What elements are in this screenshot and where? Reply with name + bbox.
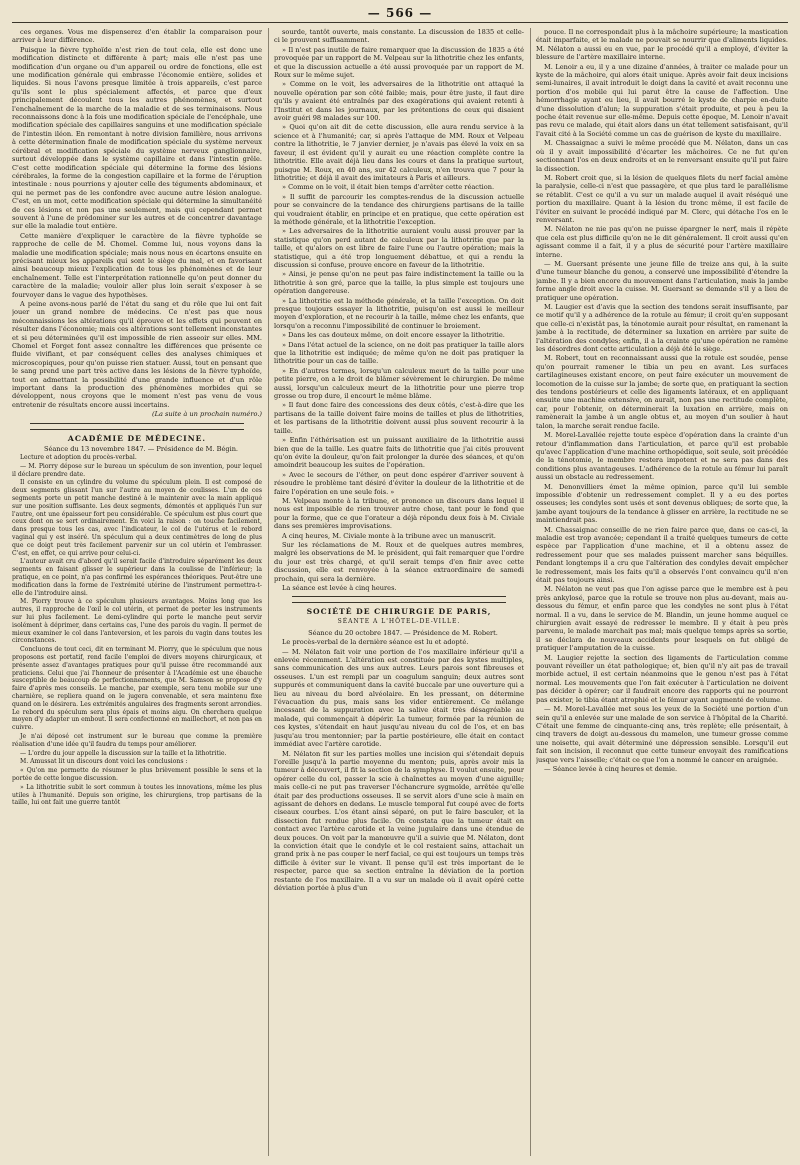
column-divider [268,28,269,1156]
paragraph: » Ainsi, je pense qu'on ne peut pas faire indistinctement la taille ou la lithotritie à son gré, parce que la taille, la plus simple est toujours une opération dangereuse. [274,270,524,296]
column-1 [12,28,262,1156]
paragraph: M. Laugier est d'avis que la section des tendons serait insuffisante, par ce motif qu'il y a adhérence de la rotule au fémur; il croit qu'en supposant que celle-ci n'existât pas, la ténotomie aurait pour résultat, en ramenant la jambe à la rectitude, de déterminer sa luxation en arrière par suite de l'altération des condyles; enfin, il a la crainte qu'une opération ne ramène les désordres dont cette articulation a déjà été le siège. [536,303,788,354]
paragraph: Sur les réclamations de M. Roux et de quelques autres membres, malgré les observations de M. le président, qui fait remarquer que l'ordre du jour est très chargé, et qu'il serait temps d'en finir avec cette discussion, elle est renvoyée à la séance extraordinaire de samedi prochain, qui sera la dernière. [274,540,524,583]
paragraph: M. Lenoir a eu, il y a une dizaine d'années, à traiter ce malade pour un kyste de la mâchoire, qui alors était unique. Après avoir fait deux incisions semi-lunaires, il avait introduit le doigt dans la cavité et avait reconnu une portion d'os mobile qui lui parut être la cause de l'affection. Une hémorrhagie ayant eu lieu, il avait bourré le kyste de charpie en-duite d'une dissolution d'alun; la suppuration s'était produite, et peu à peu la poche était revenue sur elle-même. Depuis cette époque, M. Lenoir n'avait pas revu ce malade, qui était alors dans un état tellement satisfaisant, qu'il l'avait cité à la Société comme un cas de guérison de kyste du maxillaire. [536,62,788,138]
paragraph: M. Velpeau monte à la tribune, et prononce un discours dans lequel il nous est impossible de rien trouver autre chose, tant pour le fond que pour la forme, que ce que l'orateur a déjà répondu deux fois à M. Civiale dans ses premières improvisations. [274,496,524,531]
paragraph: ces organes. Vous me dispenserez d'en établir la comparaison pour arriver à leur différence. [12,28,262,45]
paragraph: Il consiste en un cylindre du volume du spéculum plein. Il est composé de deux segments glissant l'un sur l'autre au moyen de coulisses. L'un de ces segments porte un petit manche destiné à le maintenir avec la main appliqué sur une position suffisante. Les deux segments, démontés et appliqués l'un sur l'autre, ont une épaisseur fort peu considérable. Ce spéculum est plus court que ceux dont on se sert ordinairement. En voici la raison : on touche facilement, dans presque tous les cas, avec l'indicateur, le col de l'utérus et le rebord vaginal qui y est inséré. Un spéculum qui a deux centimètres de long de plus que ce doigt peut très facilement parvenir sur un col utérin et l'embrasser. C'est, en effet, ce qui arrive pour celui-ci. [12,479,262,557]
column-1-paragraphs-2 [12,454,262,807]
paragraph: » Avec le secours de l'éther, on peut donc espérer d'arriver souvent à résoudre le problème tant désiré d'éviter la douleur de la lithotritie et de faire l'opération en une seule fois. » [274,470,524,496]
paragraph: M. Morel-Lavallée rejette toute espèce d'opération dans la crainte d'un retour d'inflammation dans l'articulation, et parce qu'il est probable qu'avec l'application d'une machine orthopédique, soit seule, soit précédée de la ténotomie, le membre restera impotent et ne sera pas dans des conditions plus avantageuses. L'adhérence de la rotule au fémur lui paraît aussi un obstacle au redressement. [536,431,788,482]
paragraph: M. Robert croit que, si la lésion de quelques filets du nerf facial amène la paralysie, celle-ci n'est que passagère, et que plus tard le parallélisme se rétablit. C'est ce qu'il a vu sur un malade auquel il avait réséqué une portion du maxillaire. Quant à la lésion du tronc même, il est facile de l'éviter en suivant le procédé indiqué par M. Clerc, qui détache l'os en le renversant. [536,173,788,224]
paragraph: — Séance levée à cinq heures et demie. [544,764,678,773]
paragraph: Cette manière d'expliquer le caractère de la fièvre typhoïde se rapproche de celle de M. Chomel. Comme lui, nous voyons dans la maladie une modification spéciale; mais nous nous en écartons ensuite en précisant mieux les appareils qui sont le siège du mal, et en favorisant ainsi beaucoup mieux l'explication de tous les phénomènes et de leur enchaînement. Telle est l'interprétation rationnelle qu'on peut donner du caractère de la maladie; vouloir aller plus loin serait s'exposer à se fourvoyer dans le vague des hypothèses. [12,231,262,299]
paragraph: M. Nélaton ne veut pas que l'on agisse parce que le membre est à peu près ankylosé, parce que la rotule se trouve non plus au-devant, mais au-dessous du fémur, et enfin parce que les condyles ne sont plus à l'état normal. Il a vu, dans le service de M. Blandin, un jeune homme auquel ce chirurgien avait essayé de redresser le membre. Il y était à peu près parvenu, le malade marchait pas mal; mais quelque temps après sa sortie, il se déclara de nouveaux accidents pour lesquels on fut obligé de pratiquer l'amputation de la cuisse. [536,585,788,653]
paragraph: » Dans les cas douteux même, on doit encore essayer la lithotritie. [282,331,505,340]
paragraph: » Comme on le voit, les adversaires de la lithotritie ont attaqué la nouvelle opération par son côté faible; mais, pour être juste, il faut dire qu'ils y avaient été entraînés par des exagérations qui avaient retenti à l'Institut et dans les journaux, par les prétentions de ceux qui disaient avoir guéri 98 malades sur 100. [274,80,524,123]
paragraph: pouce. Il ne correspondait plus à la mâchoire supérieure; la mastication était imparfaite, et le malade ne pouvait se nourrir que d'aliments liquides. M. Nélaton a aussi eu en vue, par le procédé qu'il a employé, d'éviter la blessure de l'artère maxillaire interne. [536,28,788,62]
paragraph: » Les adversaires de la lithotritie auraient voulu aussi prouver par la statistique qu'on perd autant de calculeux par la lithotritie que par la taille, et qu'alors on est libre de faire l'une ou l'autre opération; mais la statistique, qui a été trop longuement débattue, et qui a rendu la discussion si confuse, prouve encore en faveur de la lithotritie. [274,227,524,269]
paragraph: M. Nélaton fit sur les parties molles une incision qui s'étendait depuis l'oreille jusqu'à la partie moyenne du menton; puis, après avoir mis la tumeur à découvert, il fit la section de la symphyse. Il voulut ensuite, pour opérer celle du col, passer la scie à chaînettes au moyen d'une aiguille; mais celle-ci ne put pas traverser l'échancrure sygmoïde, arrêtée qu'elle était par des productions osseuses. Il se servit alors d'une scie à main en agissant de dehors en dedans. Le muscle temporal fut coupé avec de forts ciseaux courbes. L'os étant ainsi séparé, on put le faire basculer, et la dissection fut rendue plus facile. On constata que la tumeur était en contact avec l'artère carotide et la veine jugulaire dans une étendue de deux pouces. On voit par la manœuvre qu'il a suivie que M. Nélaton, dont la conviction était que le condyle et le col restaient sains, attachait un grand prix à ne pas couper le nerf facial, ce qui est toujours un temps très difficile à éviter sur le vivant. Il pense qu'il est très important de le respecter, parce que sa section entraîne la déviation de la portion restante de l'os maxillaire. Il a vu sur un malade où il avait opéré cette déviation portée à plus d'un [274,749,524,892]
session-line: Séance du 13 novembre 1847. — Présidence de M. Bégin. [43,444,239,453]
paragraph: M. Piorry trouve à ce spéculum plusieurs avantages. Moins long que les autres, il rapproche de l'œil le col utérin, et permet de porter les instruments sur lui plus facilement. Le demi-cylindre qui porte le manche peut servir isolément à déprimer, dans certains cas, l'une des parois du vagin. Il permet de mieux examiner le col dans l'anteversion, et les parois du vagin dans toutes les circonstances. [12,598,262,645]
section-subtitle: SÉANTE A L'HÔTEL-DE-VILLE. [337,618,461,626]
paragraph: M. Denonvilliers émet la même opinion, parce qu'il lui semble impossible d'obtenir un redressement complet. Il y a eu des portes osseuses; les condyles sont usés et sont devenus obliques; de sorte que, la jambe ayant toujours de la tendance à glisser en arrière, la rectitude ne se maintiendrait pas. [536,482,788,525]
section-separator [30,423,244,430]
paragraph: Lecture et adoption du procès-verbal. [20,454,137,462]
paragraph: — L'ordre du jour appelle la discussion sur la taille et la lithotritie. [20,749,227,757]
paragraph: A peine avons-nous parlé de l'état du sang et du rôle que lui ont fait jouer un grand nombre de médecins. Ce n'est pas que nous méconnaissions les altérations qu'il éprouve et les effets qui peuvent en résulter dans l'économie; mais ces altérations sont tellement inconstantes et si peu déterminées qu'il est impossible de rien asseoir sur elles. MM. Chomel et Forget font assez connaître les différences que présente ce fluide vivifiant, et par conséquent celles des analyses chimiques et microscopiques, pour qu'on puisse rien statuer. Aussi, tout en pensant que le sang prend une part très active dans les lésions de la fièvre typhoïde, tout en admettant la possibilité d'une grande influence et d'un rôle important dans la production des phénomènes morbides qui se développent, nous croyons que le moment n'est pas venu de vous entretenir de résultats encore aussi incertains. [12,300,262,409]
paragraph: — M. Nélaton fait voir une portion de l'os maxillaire inférieur qu'il a enlevée récemment. L'altération est constituée par des kystes multiples, sans communication des uns aux autres. Leurs parois sont fibreuses et osseuses. L'un est rempli par un coagulum sanguin; deux autres sont suppurés et communiquent dans la cavité buccale par une ouverture qui a lieu au niveau du bord alvéolaire. En les pressant, on détermine l'évacuation du pus, mais sans les vider entièrement. Ce mélange incessant de la suppuration avec la salive était très désagréable au malade, qui commençait à dépérir. La tumeur, formée par la réunion de ces kystes, s'étendait en haut jusqu'au niveau du col de l'os, et en bas jusqu'au trou mentonnier; par la partie postérieure, elle était en contact immédiat avec l'artère carotide. [274,647,524,749]
paragraph: M. Chassaignac conseille de ne rien faire parce que, dans ce cas-ci, la maladie est trop avancée; cependant il a traité quelques tumeurs de cette espèce par l'application d'une machine, et il a obtenu assez de redressement pour que ses malades puissent marcher sans béquilles. Pendant longtemps il a cru que l'altération des condyles devait empêcher le redressement, mais les faits qu'il a observés l'ont convaincu qu'il n'en était pas toujours ainsi. [536,525,788,584]
paragraph: sourde, tantôt ouverte, mais constante. La discussion de 1835 et celle-ci le prouvent suffisamment. [274,28,524,45]
column-2-paragraphs [274,28,524,592]
paragraph: M. Laugier rejette la section des ligaments de l'articulation comme pouvant réveiller un état pathologique; et, bien qu'il n'y ait pas de travail morbide actuel, il est certain néanmoins que le genou n'est pas à l'état normal. Les mouvements que l'on fait exécuter à l'articulation ne doivent pas décider à opérer; car il faudrait encore des rapports qui ne pourront pas exister, le tibia étant atrophié et le fémur ayant augmenté de volume. [536,653,788,704]
paragraph: » Quoi qu'on ait dit de cette discussion, elle aura rendu service à la science et à l'humanité; car, si après l'attaque de MM. Roux et Velpeau contre la lithotritie, le 7 janvier dernier, je n'avais pas élevé la voix en sa faveur, il est évident qu'il y aurait eu une réaction complète contre la lithotritie. Elle avait déjà lieu dans les cours et dans la pratique surtout, puisque M. Roux, en 40 ans, sur 42 calculeux, n'en trouva que 7 pour la lithotritie; et déjà il avait des imitateurs à Paris et ailleurs. [274,123,524,182]
column-divider [530,28,531,1156]
paragraph: » Il suffit de parcourir les comptes-rendus de la discussion actuelle pour se convaincre de la tendance des chirurgiens partisans de la taille qui voudraient établir, en principe et en pratique, que cette opération est la méthode générale, et la lithotritie l'exception. [274,192,524,226]
paragraph: M. Chassaignac a suivi le même procédé que M. Nélaton, dans un cas où il y avait impossibilité d'écarter les mâchoires. Ce ne fut qu'en sectionnant l'os en deux endroits et en le renversant ensuite qu'il put faire la dissection. [536,139,788,173]
column-1-paragraphs [12,28,262,409]
page-number: — 566 — [367,6,433,20]
column-3-paragraphs [536,28,788,773]
paragraph: » Dans l'état actuel de la science, on ne doit pas pratiquer la taille alors que la lithotritie est indiquée; de même qu'on ne doit pas pratiquer la lithotritie pour un cas de taille. [274,340,524,366]
paragraph: » Enfin l'éthérisation est un puissant auxiliaire de la lithotritie aussi bien que de la taille. Les quatre faits de lithotritie que j'ai cités prouvent qu'on évite la douleur, qu'on fait prolonger la durée des séances, et qu'on amoindrit beaucoup les suites de l'opération. [274,436,524,470]
paragraph: — M. Piorry dépose sur le bureau un spéculum de son invention, pour lequel il déclare prendre date. [12,462,262,478]
paragraph: M. Nélaton ne nie pas qu'on ne puisse épargner le nerf, mais il répète que cela est plus difficile qu'on ne le dit généralement. Il croit aussi qu'en agissant comme il a fait, il y a plus de sécurité pour l'artère maxillaire interne. [536,225,788,259]
paragraph: » Il faut donc faire des concessions des deux côtés, c'est-à-dire que les partisans de la taille doivent faire moins de tailles et plus de lithotrities, et les partisans de la lithotritie doivent aussi plus souvent recourir à la taille. [274,401,524,435]
paragraph: » En d'autres termes, lorsqu'un calculeux meurt de la taille pour une petite pierre, on a le droit de blâmer sévèrement le chirurgien. De même aussi, lorsqu'un calculeux meurt de la lithotritie pour une pierre trop grosse ou trop dure, il encourt le même blâme. [274,366,524,401]
paragraph: « Qu'on me permette de résumer le plus brièvement possible le sens et la portée de cette longue discussion. [12,767,262,782]
paragraph: L'auteur avait cru d'abord qu'il serait facile d'introduire séparément les deux segments en faisant glisser le supérieur dans la coulisse de l'inférieur; la pratique, en ce point, n'a pas confirmé les espérances théoriques. Peut-être une modification dans la forme de l'extrémité utérine de l'instrument permettra-t-elle de l'introduire ainsi. [12,558,262,597]
column-2 [274,28,524,1156]
paragraph: Concluons de tout ceci, dit en terminant M. Piorry, que le spéculum que nous proposons est portatif, rend facile l'emploi de divers moyens chirurgicaux, et présente assez d'avantages pratiques pour qu'il puisse être recommandé aux praticiens. Celui que j'ai l'honneur de présenter à l'Académie est une ébauche susceptible de beaucoup de perfectionnements, que M. Samson se propose d'y faire d'après mes conseils. Le manche, par exemple, sera tenu mobile sur une charnière, se repliera quand on le jugera convenable, et sera maintenu fixe quand on le désirera. Les extrémités angulaires des fragments seront arrondies. Le rebord du spéculum sera plus épais et moins aigu. On cherchera quelque moyen d'y adapter un embout. Il sera confectionné en maillechort, et non pas en cuivre. [12,646,262,732]
paragraph: — M. Guersant présente une jeune fille de treize ans qui, à la suite d'une tumeur blanche du genou, a conservé une impossibilité d'étendre la jambe. Il y a bien encore du mouvement dans l'articulation, mais la jambe forme angle droit avec la cuisse. M. Guersant se demande s'il y a lieu de pratiquer une opération. [536,259,788,302]
column-2-paragraphs-2 [274,638,524,892]
paragraph: — M. Morel-Lavallée met sous les yeux de la Société une portion d'un sein qu'il a enlevée sur une malade de son service à l'hôpital de la Charité. C'était une femme de cinquante-cinq ans, très replète; elle présentait, à cinq travers de doigt au-dessous du mamelon, une tumeur grosse comme une noisette, qui avait déterminé une dépression sensible. Lorsqu'il eut fait son incision, il reconnut que cette tumeur envoyait des ramifications jusque vers l'aisselle; c'était ce que l'on a nommé le cancer en araignée. [536,705,788,764]
paragraph: Le procès-verbal de la dernière séance est lu et adopté. [282,638,469,647]
paragraph: » La lithotritie est la méthode générale, et la taille l'exception. On doit presque toujours essayer la lithotritie, puisqu'on est aussi le meilleur moyen d'exploration, et ne recourir à la taille, même chez les enfants, que lorsqu'on a reconnu l'impossibilité de continuer le broiement. [274,296,524,330]
section-title-societe: SOCIÉTÉ DE CHIRURGIE DE PARIS, [306,607,492,617]
paragraph: A cinq heures, M. Civiale monte à la tribune avec un manuscrit. [282,531,496,540]
paragraph: La séance est levée à cinq heures. [282,584,397,592]
paragraph: » La lithotritie subit le sort commun à toutes les innovations, même les plus utiles à l'humanité. Depuis son origine, les chirurgiens, trop partisans de la taille, lui ont fait une guerre tantôt [12,783,262,807]
paragraph: M. Robert, tout en reconnaissant aussi que la rotule est soudée, pense qu'on pourrait ramener le tibia un peu en avant. Les surfaces cartilagineuses existant encore, on peut faire exécuter un mouvement de locomotion de la cuisse sur la jambe; de sorte que, en pratiquant la section des tendons postérieurs et celle des ligaments latéraux, et en appliquant ensuite une machine extensive, on aurait, non pas une rectitude complète, car, pour l'obtenir, on déterminerait la luxation en arrière, mais on ramènerait la jambe à un angle obtus et, au moyen d'un soulier à haut talon, la marche serait rendue facile. [536,354,788,430]
paragraph: Je n'ai déposé cet instrument sur le bureau que comme la première réalisation d'une idée qu'il faudra du temps pour améliorer. [12,732,262,748]
paragraph: » Il n'est pas inutile de faire remarquer que la discussion de 1835 a été provoquée par un rapport de M. Velpeau sur la lithotritie chez les enfants, et que la discussion actuelle a été aussi provoquée par un rapport de M. Roux sur le même sujet. [274,45,524,80]
to-be-continued: (La suite à un prochain numéro.) [152,410,262,419]
header-rule [12,22,788,23]
column-3 [536,28,788,1156]
paragraph: Puisque la fièvre typhoïde n'est rien de tout cela, elle est donc une modification distincte et différente à part; mais elle n'est pas une modification d'un organe ou d'un appareil ou ordre de fonctions, elle est une modification générale qui embrasse l'économie entière, solides et liquides. Si nous l'avons presque limitée à trois appareils, c'est parce qu'ils sont le plus spécialement affectés, et parce que d'eux principalement découlent tous les autres phénomènes, et surtout l'enchaînement de la marche de la maladie et de ses terminaisons. Nous reconnaissons donc à la fois une modification spéciale de l'encéphale, une modification spéciale des capillaires sanguins et une modification spéciale de l'intestin iléon. En remontant à notre division familière, nous arrivons à cette détermination finale de modification spéciale du système nerveux cérébral et modification spéciale du système nerveux ganglionnaire, surtout développée dans le système capillaire et dans l'intestin grêle. C'est cette modification spéciale qui détermine la forme des lésions cérébrales, la forme de la congestion capillaire et la forme de l'éruption intestinale : nous pourrions y ajouter celle des téguments abdominaux, et qui ne permet pas de les confondre avec aucune autre lésion analogue. C'est, en un mot, cette modification spéciale qui détermine la simultanéité de ces lésions et non pas une seulement, mais qui cependant permet souvent à l'une de prédominer sur les autres et de concentrer davantage sur elle la maladie tout entière. [12,45,262,231]
paragraph: M. Amussat lit un discours dont voici les conclusions : [20,758,188,766]
paragraph: » Comme on le voit, il était bien temps d'arrêter cette réaction. [282,183,495,192]
section-title-academie: ACADÉMIE DE MÉDECINE. [67,433,207,443]
session-line: Séance du 20 octobre 1847. — Présidence de M. Robert. [308,628,498,637]
section-separator [292,596,506,603]
